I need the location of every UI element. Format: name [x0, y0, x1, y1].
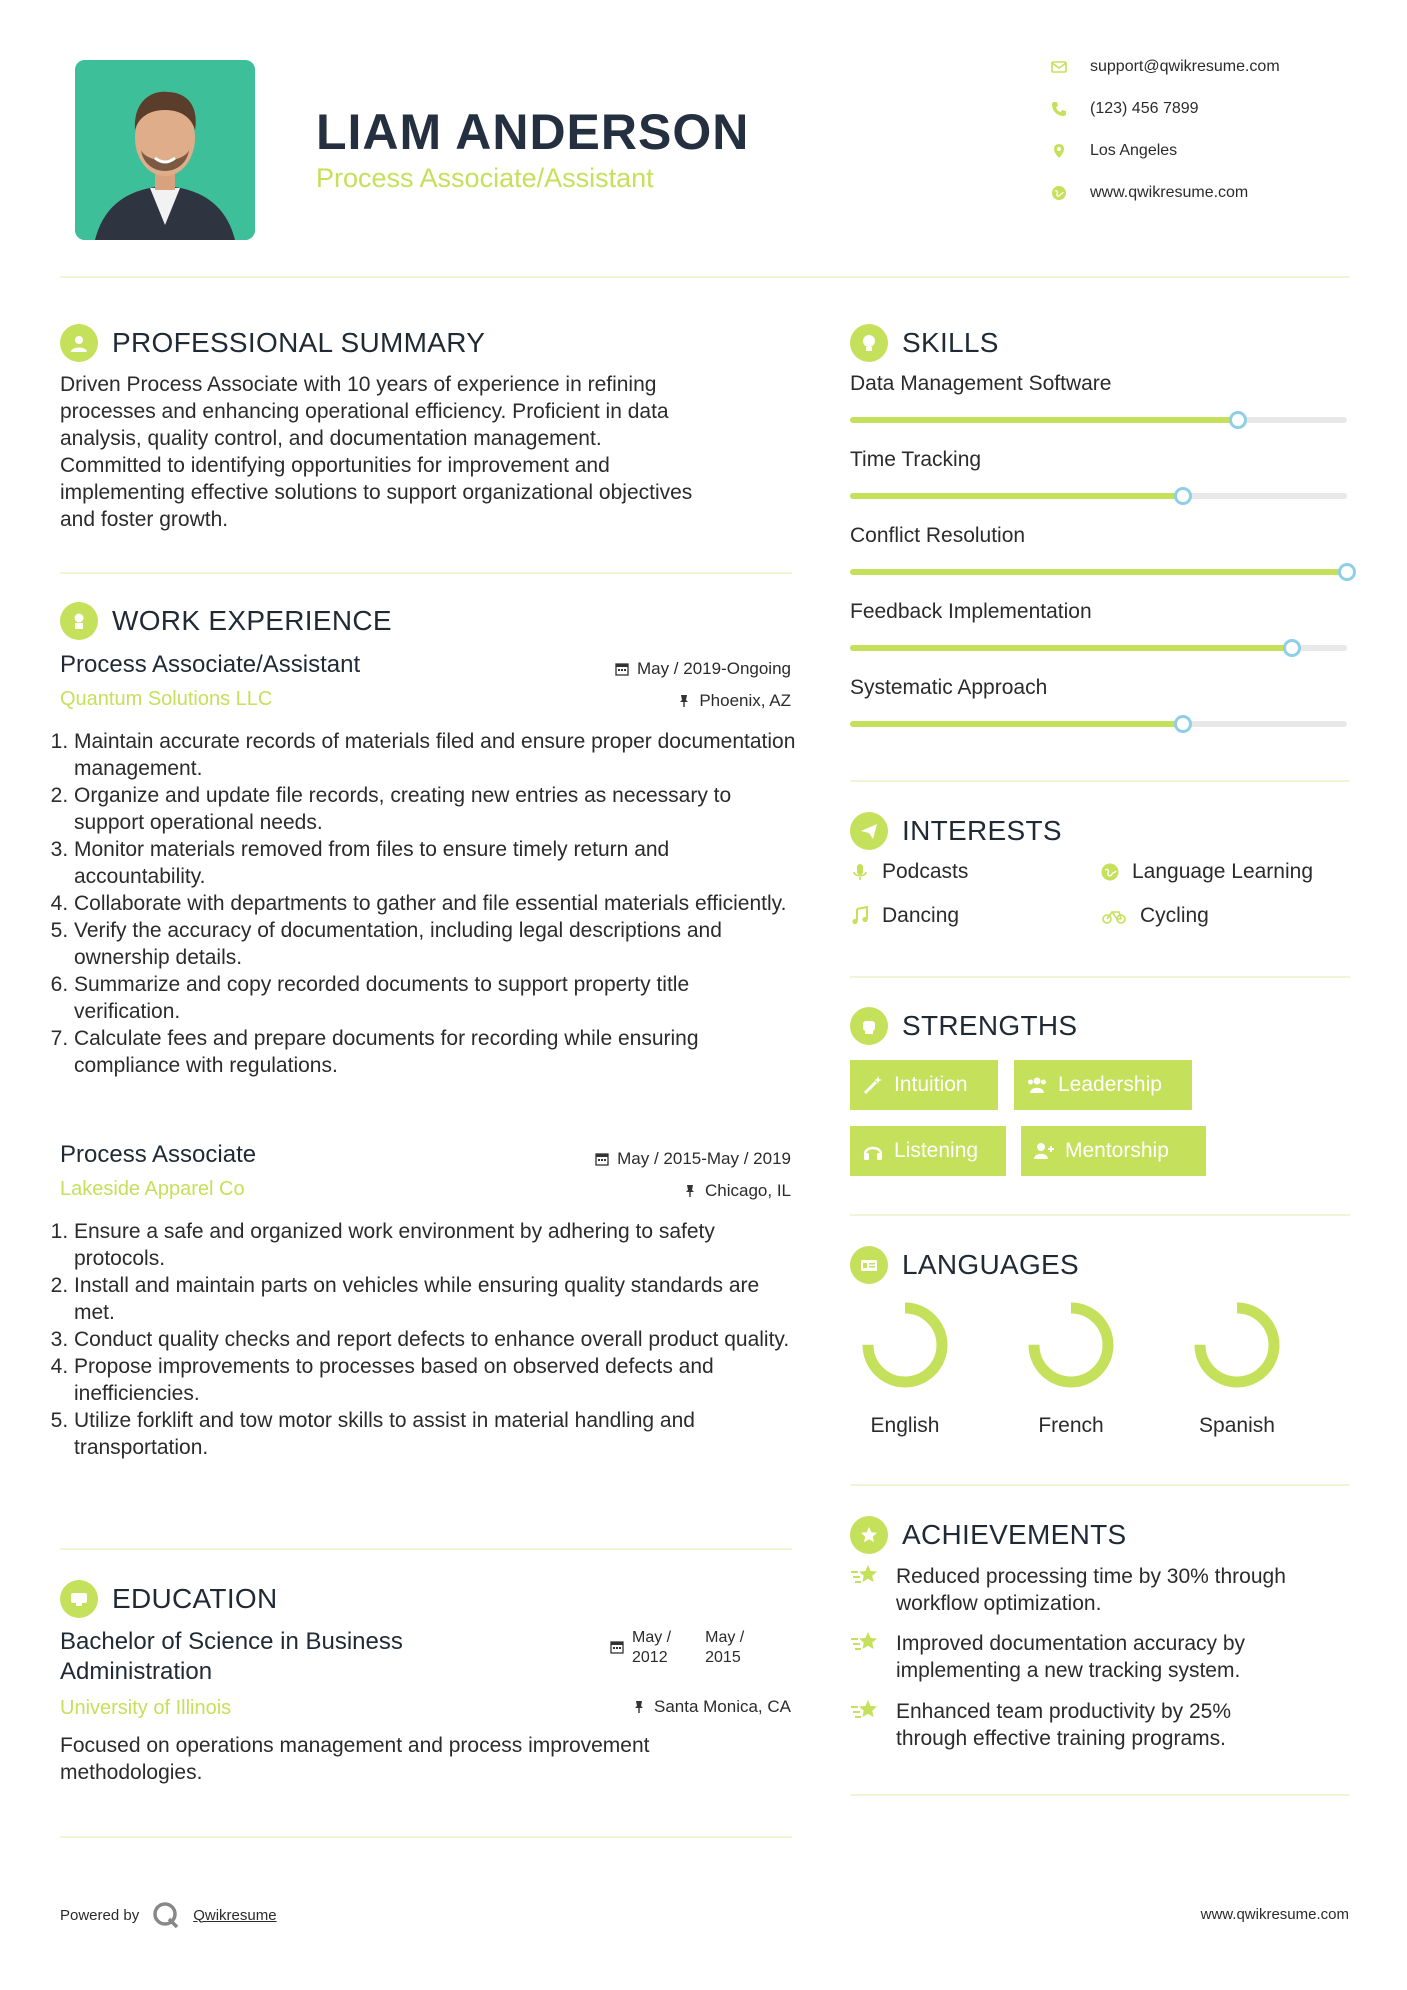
- language-proficiency-ring: [1026, 1300, 1116, 1390]
- job-duties-list: [56, 1218, 796, 1461]
- list-item: 4. Propose improvements to processes based on observed defects and inefficiencies.: [74, 1353, 796, 1407]
- list-item: 4. Collaborate with departments to gather and file essential materials efficiently.: [74, 890, 796, 917]
- date-part: May /: [632, 1629, 672, 1646]
- achievement-line: implementing a new tracking system.: [896, 1659, 1241, 1682]
- language-proficiency-arc: [1200, 1308, 1274, 1382]
- skill-level-fill: [850, 417, 1238, 423]
- skill-name: Conflict Resolution: [850, 524, 1026, 547]
- skill-level-bar: [850, 645, 1347, 651]
- skill-level-fill: [850, 645, 1292, 651]
- pushpin-icon: [632, 1700, 646, 1714]
- language-name: French: [1038, 1414, 1104, 1437]
- job-duties-list: [56, 728, 796, 1079]
- paper-plane-icon: [850, 812, 888, 850]
- interest-item: [850, 904, 959, 928]
- user-plus-icon: [1033, 1140, 1055, 1162]
- star-icon: [850, 1696, 880, 1726]
- contact-website[interactable]: [1050, 184, 1380, 202]
- skill-level-fill: [850, 569, 1347, 575]
- candidate-title: Process Associate/Assistant: [316, 163, 654, 193]
- phone-icon: [1050, 100, 1068, 118]
- summary-line: Committed to identifying opportunities for improvement and: [60, 454, 610, 477]
- list-item: 2. Install and maintain parts on vehicles while ensuring quality standards are met.: [74, 1272, 796, 1326]
- skill-name: Feedback Implementation: [850, 600, 1092, 623]
- achievement-line: workflow optimization.: [896, 1592, 1102, 1615]
- languages-divider: [850, 1484, 1350, 1486]
- language-icon: [850, 1246, 888, 1284]
- language-proficiency-ring: [1192, 1300, 1282, 1390]
- pushpin-icon: [677, 694, 691, 708]
- strength-label: Listening: [894, 1139, 979, 1162]
- skills-section-head: [850, 324, 999, 362]
- users-icon: [1026, 1074, 1048, 1096]
- location-pin-icon: [1050, 142, 1068, 160]
- list-item: 5. Utilize forklift and tow motor skills to assist in material handling and transportation.: [74, 1407, 796, 1461]
- strength-chip: [850, 1126, 1006, 1176]
- summary-section-head: [60, 324, 485, 362]
- powered-by-text: Powered by: [60, 1906, 140, 1924]
- job-location-text: Chicago, IL: [705, 1181, 791, 1200]
- languages-heading: LANGUAGES: [902, 1249, 1079, 1280]
- date-part: 2015: [705, 1649, 741, 1666]
- job-date: [615, 659, 791, 679]
- fist-icon: [850, 1007, 888, 1045]
- bicycle-icon: [1100, 906, 1128, 926]
- contact-phone-text: (123) 456 7899: [1090, 100, 1199, 117]
- footer-powered-by: [60, 1900, 277, 1930]
- job-location-text: Phoenix, AZ: [699, 691, 791, 710]
- list-item: 7. Calculate fees and prepare documents for recording while ensuring compliance with regulations.: [74, 1025, 796, 1079]
- education-date: [610, 1628, 744, 1668]
- company-name: Lakeside Apparel Co: [60, 1178, 245, 1200]
- company-name: Quantum Solutions LLC: [60, 688, 273, 710]
- interest-item: [1100, 860, 1313, 884]
- summary-line: implementing effective solutions to support organizational objectives: [60, 481, 693, 504]
- summary-line: and foster growth.: [60, 508, 229, 531]
- experience-divider: [60, 1548, 792, 1550]
- skill-level-knob: [1283, 639, 1301, 657]
- date-part: May /: [705, 1629, 745, 1646]
- interest-label: Language Learning: [1132, 860, 1314, 883]
- contact-email[interactable]: [1050, 58, 1380, 76]
- job-location: [677, 691, 791, 711]
- contact-website-text: www.qwikresume.com: [1090, 184, 1249, 201]
- achievement-line: Reduced processing time by 30% through: [896, 1565, 1286, 1588]
- briefcase-icon: [60, 602, 98, 640]
- skill-name: Data Management Software: [850, 372, 1112, 395]
- summary-line: Driven Process Associate with 10 years of experience in refining: [60, 373, 657, 396]
- interests-divider: [850, 976, 1350, 978]
- education-description: [60, 1732, 800, 1786]
- skill-level-bar: [850, 721, 1347, 727]
- skill-level-knob: [1174, 715, 1192, 733]
- education-location: [632, 1697, 791, 1717]
- languages-section-head: [850, 1246, 1079, 1284]
- degree-line: Administration: [60, 1658, 213, 1685]
- interest-item: [1100, 904, 1209, 928]
- contact-location: [1050, 142, 1380, 160]
- interest-label: Cycling: [1140, 904, 1209, 927]
- globe-icon: [1100, 862, 1120, 882]
- list-item: 1. Ensure a safe and organized work environment by adhering to safety protocols.: [74, 1218, 796, 1272]
- summary-line: analysis, quality control, and documentation management.: [60, 427, 602, 450]
- strength-label: Leadership: [1058, 1073, 1162, 1096]
- brand-link[interactable]: Qwikresume: [193, 1906, 277, 1924]
- job-location: [683, 1181, 791, 1201]
- calendar-icon: [610, 1640, 624, 1654]
- profile-photo: [75, 60, 255, 240]
- skill-level-knob: [1229, 411, 1247, 429]
- headphones-icon: [862, 1140, 884, 1162]
- magic-wand-icon: [862, 1074, 884, 1096]
- job-date-text: May / 2019-Ongoing: [636, 659, 791, 678]
- header-divider: [60, 276, 1350, 278]
- interest-label: Podcasts: [882, 860, 969, 883]
- summary-divider: [60, 572, 792, 574]
- calendar-icon: [595, 1152, 609, 1166]
- skills-divider: [850, 780, 1350, 782]
- achievement-line: Improved documentation accuracy by: [896, 1632, 1246, 1655]
- skill-name: Time Tracking: [850, 448, 982, 471]
- strength-label: Intuition: [894, 1073, 968, 1096]
- list-item: 6. Summarize and copy recorded documents to support property title verification.: [74, 971, 796, 1025]
- email-icon: [1050, 58, 1068, 76]
- education-date-start: [632, 1628, 671, 1668]
- achievement-item: [850, 1563, 1350, 1617]
- skill-level-bar: [850, 417, 1347, 423]
- list-item: 3. Monitor materials removed from files to ensure timely return and accountability.: [74, 836, 796, 890]
- education-heading: EDUCATION: [112, 1583, 278, 1614]
- experience-heading: WORK EXPERIENCE: [112, 605, 392, 636]
- interests-section-head: [850, 812, 1062, 850]
- date-part: 2012: [632, 1649, 668, 1666]
- list-item: 3. Conduct quality checks and report defects to enhance overall product quality.: [74, 1326, 796, 1353]
- microphone-icon: [850, 862, 870, 882]
- language-name: Spanish: [1199, 1414, 1275, 1437]
- user-icon: [60, 324, 98, 362]
- contact-location-text: Los Angeles: [1090, 142, 1178, 159]
- degree-title: [60, 1627, 403, 1687]
- achievement-item: [850, 1630, 1350, 1684]
- strength-label: Mentorship: [1065, 1139, 1169, 1162]
- language-proficiency-arc: [868, 1308, 942, 1382]
- job-date: [595, 1149, 791, 1169]
- skills-heading: SKILLS: [902, 327, 999, 358]
- contact-phone[interactable]: [1050, 100, 1380, 118]
- strengths-divider: [850, 1214, 1350, 1216]
- star-badge-icon: [850, 1516, 888, 1554]
- interest-item: [850, 860, 968, 884]
- skill-level-knob: [1338, 563, 1356, 581]
- education-desc-line: methodologies.: [60, 1761, 203, 1784]
- school-name: University of Illinois: [60, 1697, 232, 1719]
- summary-text: [60, 371, 800, 533]
- achievement-item: [850, 1698, 1350, 1752]
- achievement-line: Enhanced team productivity by 25%: [896, 1700, 1232, 1723]
- globe-icon: [1050, 184, 1068, 202]
- education-date-end: [705, 1628, 744, 1668]
- language-proficiency-arc: [1034, 1308, 1108, 1382]
- contact-email-text: support@qwikresume.com: [1090, 58, 1280, 75]
- summary-heading: PROFESSIONAL SUMMARY: [112, 327, 486, 358]
- summary-line: processes and enhancing operational efficiency. Proficient in data: [60, 400, 669, 423]
- job-title: Process Associate: [60, 1141, 257, 1168]
- strength-chip: [850, 1060, 998, 1110]
- skill-level-bar: [850, 569, 1347, 575]
- candidate-name: LIAM ANDERSON: [316, 104, 750, 160]
- language-name: English: [870, 1414, 940, 1437]
- education-desc-line: Focused on operations management and process improvement: [60, 1734, 650, 1757]
- experience-section-head: [60, 602, 392, 640]
- achievements-divider: [850, 1794, 1350, 1796]
- list-item: 2. Organize and update file records, creating new entries as necessary to support operational needs.: [74, 782, 796, 836]
- list-item: 1. Maintain accurate records of materials filed and ensure proper documentation management.: [74, 728, 796, 782]
- achievements-section-head: [850, 1516, 1127, 1554]
- strength-chip: [1014, 1060, 1192, 1110]
- strengths-section-head: [850, 1007, 1077, 1045]
- list-item: 5. Verify the accuracy of documentation, including legal descriptions and ownership details.: [74, 917, 796, 971]
- achievements-heading: ACHIEVEMENTS: [902, 1519, 1127, 1550]
- job-date-text: May / 2015-May / 2019: [617, 1149, 791, 1168]
- skill-name: Systematic Approach: [850, 676, 1048, 699]
- strength-chip: [1021, 1126, 1206, 1176]
- skill-level-fill: [850, 493, 1183, 499]
- lightbulb-icon: [850, 324, 888, 362]
- language-proficiency-ring: [860, 1300, 950, 1390]
- star-icon: [850, 1561, 880, 1591]
- skill-level-fill: [850, 721, 1183, 727]
- education-location-text: Santa Monica, CA: [653, 1697, 791, 1716]
- strengths-heading: STRENGTHS: [902, 1010, 1078, 1041]
- graduation-cap-icon: [60, 1580, 98, 1618]
- interest-label: Dancing: [882, 904, 960, 927]
- calendar-icon: [615, 662, 629, 676]
- skill-level-knob: [1174, 487, 1192, 505]
- star-icon: [850, 1628, 880, 1658]
- pushpin-icon: [683, 1184, 697, 1198]
- footer-url[interactable]: www.qwikresume.com: [1200, 1906, 1349, 1923]
- achievement-line: through effective training programs.: [896, 1727, 1226, 1750]
- job-title: Process Associate/Assistant: [60, 651, 361, 678]
- skill-level-bar: [850, 493, 1347, 499]
- education-section-head: [60, 1580, 278, 1618]
- degree-line: Bachelor of Science in Business: [60, 1628, 403, 1655]
- qwikresume-logo-icon: [151, 1900, 181, 1930]
- music-note-icon: [850, 906, 870, 926]
- interests-heading: INTERESTS: [902, 815, 1062, 846]
- education-divider: [60, 1836, 792, 1838]
